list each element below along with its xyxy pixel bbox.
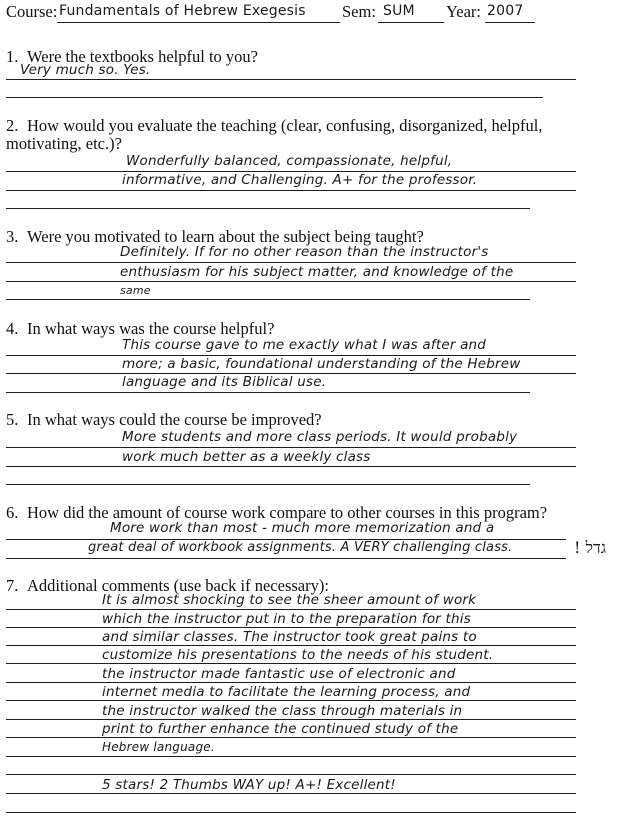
question-prompt: Additional comments (use back if necessary): [27, 576, 329, 595]
answer-rule[interactable] [6, 262, 576, 263]
answer-line: enthusiasm for his subject matter, and knowledge of the [120, 264, 514, 280]
question-prompt: Were the textbooks helpful to you? [27, 47, 258, 66]
answer-rule[interactable] [6, 774, 576, 775]
sem-label: Sem: [342, 2, 376, 21]
answer-line: and similar classes. The instructor took great pains to [102, 629, 477, 645]
answer-rule[interactable] [6, 392, 530, 393]
question-prompt: In what ways was the course helpful? [27, 319, 275, 338]
answer-rule[interactable] [6, 812, 576, 813]
answer-line: same [120, 284, 151, 297]
question-prompt-cont: motivating, etc.)? [6, 134, 122, 153]
answer-line: Definitely. If for no other reason than the instructor's [120, 244, 489, 260]
answer-rule[interactable] [6, 208, 530, 209]
answer-line: print to further enhance the continued study of the [102, 721, 459, 737]
answer-rule[interactable] [6, 719, 576, 720]
answer-rule[interactable] [6, 484, 530, 485]
answer-line: It is almost shocking to see the sheer amount of work [102, 592, 477, 608]
answer-line: great deal of workbook assignments. A VERY challenging class. [88, 540, 513, 555]
answer-rule[interactable] [6, 447, 576, 448]
answer-line: the instructor walked the class through materials in [102, 703, 463, 719]
answer-line: more; a basic, foundational understanding of the Hebrew [122, 356, 521, 372]
answer-rule[interactable] [6, 793, 576, 794]
answer-rule[interactable] [6, 558, 566, 559]
answer-rule[interactable] [6, 682, 576, 683]
course-value: Fundamentals of Hebrew Exegesis [59, 3, 306, 19]
answer-rule[interactable] [6, 190, 576, 191]
question-number: 7. [6, 576, 19, 595]
margin-note: ! גדל [574, 538, 606, 557]
answer-line: Hebrew language. [102, 740, 215, 754]
question-prompt: How did the amount of course work compare to other courses in this program? [27, 503, 548, 522]
answer-rule[interactable] [6, 281, 576, 282]
answer-rule[interactable] [6, 609, 576, 610]
question-number: 1. [6, 47, 19, 66]
answer-rule[interactable] [6, 466, 576, 467]
question-number: 3. [6, 227, 19, 246]
answer-line: This course gave to me exactly what I was after and [122, 337, 487, 353]
answer-rule[interactable] [6, 663, 576, 664]
answer-rule[interactable] [6, 645, 576, 646]
answer-line: language and its Biblical use. [122, 374, 327, 390]
answer-line: Wonderfully balanced, compassionate, helpful, [126, 153, 453, 169]
answer-line: Very much so. Yes. [20, 62, 151, 78]
answer-line: work much better as a weekly class [122, 449, 371, 465]
course-field[interactable] [57, 4, 340, 23]
question-number: 2. [6, 116, 19, 135]
answer-line: 5 stars! 2 Thumbs WAY up! A+! Excellent! [102, 777, 396, 793]
answer-line: More work than most - much more memorization and a [110, 520, 495, 536]
question-prompt: In what ways could the course be improved? [27, 410, 322, 429]
question-number: 6. [6, 503, 19, 522]
question-prompt: How would you evaluate the teaching (clear, confusing, disorganized, helpful, [27, 116, 543, 135]
answer-line: informative, and Challenging. A+ for the professor. [122, 172, 478, 188]
answer-rule[interactable] [6, 737, 576, 738]
answer-rule[interactable] [6, 627, 576, 628]
question-number: 4. [6, 319, 19, 338]
answer-rule[interactable] [6, 299, 530, 300]
answer-line: internet media to facilitate the learning process, and [102, 684, 471, 700]
sem-field[interactable] [378, 4, 444, 23]
answer-line: More students and more class periods. It would probably [122, 429, 518, 445]
answer-rule[interactable] [6, 700, 576, 701]
course-label: Course: [6, 2, 58, 21]
year-value: 2007 [487, 3, 524, 19]
answer-rule[interactable] [6, 97, 543, 98]
sem-value: SUM [383, 3, 415, 19]
year-field[interactable] [485, 4, 535, 23]
question-number: 5. [6, 410, 19, 429]
answer-line: the instructor made fantastic use of electronic and [102, 666, 456, 682]
answer-rule[interactable] [6, 756, 576, 757]
answer-line: customize his presentations to the needs of his student. [102, 647, 494, 663]
question-prompt: Were you motivated to learn about the subject being taught? [27, 227, 424, 246]
answer-line: which the instructor put in to the preparation for this [102, 611, 471, 627]
year-label: Year: [446, 2, 481, 21]
answer-rule[interactable] [6, 79, 576, 80]
